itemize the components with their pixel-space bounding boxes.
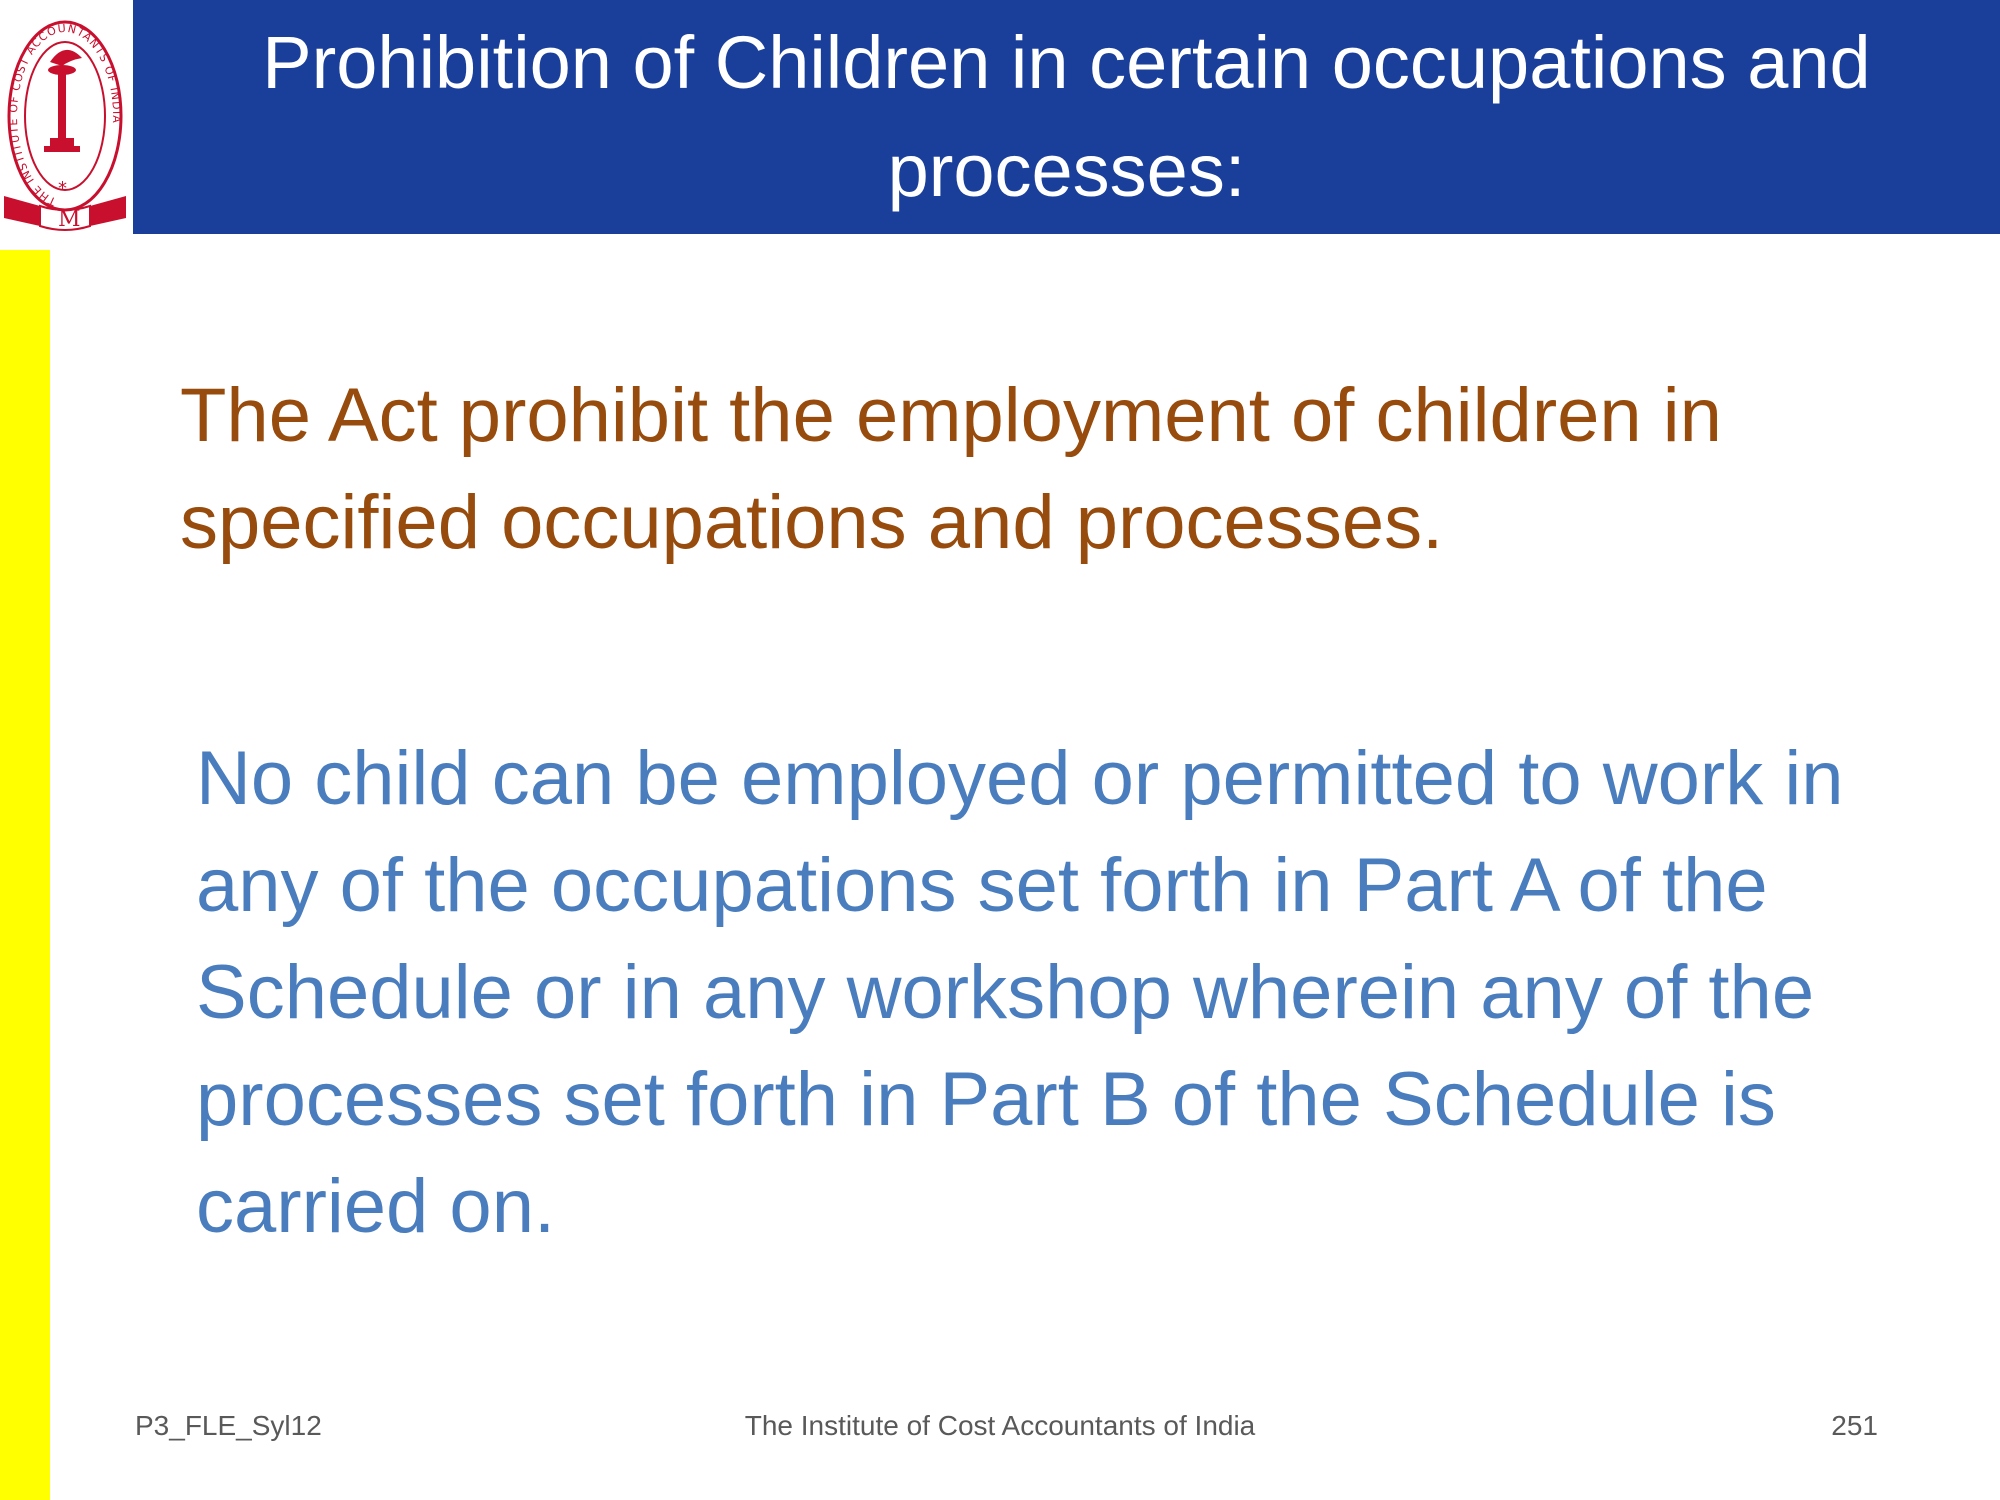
svg-text:*: * <box>58 178 67 199</box>
footer-institute-name: The Institute of Cost Accountants of India <box>744 1410 1256 1441</box>
paragraph-act-prohibition: The Act prohibit the employment of children in specified occupations and processes. <box>180 373 1722 565</box>
slide-title: Prohibition of Children in certain occupations and processes: <box>262 21 1871 212</box>
side-accent-bar <box>0 250 50 1500</box>
title-bar <box>133 0 2000 234</box>
footer-page-number: 251 <box>1831 1410 1878 1441</box>
footer-course-code: P3_FLE_Syl12 <box>135 1410 322 1441</box>
svg-text:M: M <box>58 207 81 232</box>
logo-ring-text: THE INSTITUTE OF COST ACCOUNTANTS OF INDIA <box>7 21 124 209</box>
institute-logo <box>0 0 130 234</box>
paragraph-schedule-rule: No child can be employed or permitted to work in any of the occupations set forth in Part A of the Schedule or in any workshop wherein any of the processes set forth in Part B of the Schedule is carried on. <box>196 736 1844 1249</box>
